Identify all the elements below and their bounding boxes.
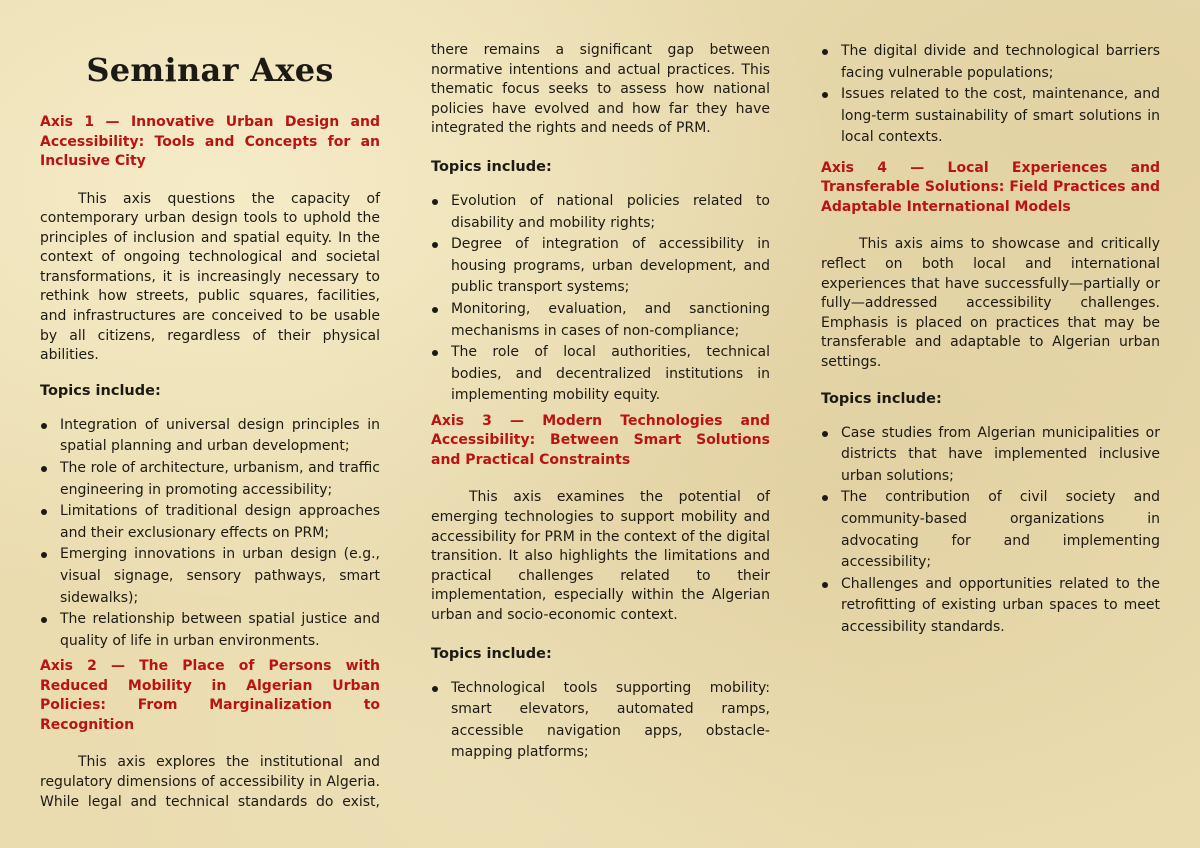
axis-1-topics-heading: Topics include: xyxy=(40,382,161,399)
list-item: Limitations of traditional design approaches and their exclusionary effects on PRM; xyxy=(40,501,380,544)
axis-4-topics-heading: Topics include: xyxy=(821,390,942,407)
axis-2-topics-list xyxy=(431,191,770,407)
axis-3-topics-list-continued xyxy=(821,41,1160,149)
axis-2-topics-heading: Topics include: xyxy=(431,158,552,175)
list-item: Degree of integration of accessibility in housing programs, urban development, and public transport systems; xyxy=(431,234,770,299)
list-item: Challenges and opportunities related to the retrofitting of existing urban spaces to meet accessibility standards. xyxy=(821,574,1160,639)
list-item: Issues related to the cost, maintenance, and long-term sustainability of smart solutions in local contexts. xyxy=(821,84,1160,149)
list-item: The contribution of civil society and community-based organizations in advocating for and implementing accessibility; xyxy=(821,487,1160,573)
list-item: Monitoring, evaluation, and sanctioning mechanisms in cases of non-compliance; xyxy=(431,299,770,342)
list-item: Emerging innovations in urban design (e.g., visual signage, sensory pathways, smart sidewalks); xyxy=(40,544,380,609)
list-item: The role of architecture, urbanism, and traffic engineering in promoting accessibility; xyxy=(40,458,380,501)
list-item: Technological tools supporting mobility: smart elevators, automated ramps, accessible navigation apps, obstacle-mapping platforms; xyxy=(431,678,770,764)
axis-2-body-part-2: there remains a significant gap between normative intentions and actual practices. This thematic focus seeks to assess how national policies have evolved and how far they have integrated the rights and needs of PRM. xyxy=(431,42,770,137)
axis-2-heading: Axis 2 — The Place of Persons with Reduced Mobility in Algerian Urban Policies: From Marginalization to Recognition xyxy=(40,658,380,733)
axis-4-heading: Axis 4 — Local Experiences and Transferable Solutions: Field Practices and Adaptable International Models xyxy=(821,159,1160,215)
axis-4-topics-list xyxy=(821,423,1160,639)
column-1 xyxy=(40,0,380,812)
axis-3-topics-list xyxy=(431,678,770,764)
list-item: The role of local authorities, technical bodies, and decentralized institutions in implementing mobility equity. xyxy=(431,342,770,407)
axis-1-topics-list xyxy=(40,415,380,653)
page-title: Seminar Axes xyxy=(86,51,334,89)
column-3 xyxy=(821,0,1160,639)
axis-3-heading: Axis 3 — Modern Technologies and Accessibility: Between Smart Solutions and Practical Constraints xyxy=(431,412,770,468)
axis-3-body: This axis examines the potential of emerging technologies to support mobility and accessibility for PRM in the context of the digital transition. It also highlights the limitations and practical challenges related to their implementation, especially within the Algerian urban and socio-economic context. xyxy=(431,489,770,623)
axis-4-body: This axis aims to showcase and critically reflect on both local and international experiences that have successfully—partially or fully—addressed accessibility challenges. Emphasis is placed on practices that may be transferable and adaptable to Algerian urban settings. xyxy=(821,236,1160,371)
axis-1-body: This axis questions the capacity of contemporary urban design tools to uphold the principles of inclusion and spatial equity. In the context of ongoing technological and societal transformations, it is increasingly necessary to rethink how streets, public squares, facilities, and infrastructures are conceived to be usable by all citizens, regardless of their physical abilities. xyxy=(40,190,380,364)
list-item: The relationship between spatial justice and quality of life in urban environments. xyxy=(40,609,380,652)
list-item: The digital divide and technological barriers facing vulnerable populations; xyxy=(821,41,1160,84)
axis-2-body-part-1: This axis explores the institutional and regulatory dimensions of accessibility in Algeria. While legal and technical standards do exist, xyxy=(40,754,380,810)
axis-3-topics-heading: Topics include: xyxy=(431,645,552,662)
list-item: Integration of universal design principles in spatial planning and urban development; xyxy=(40,415,380,458)
list-item: Evolution of national policies related to disability and mobility rights; xyxy=(431,191,770,234)
axis-1-heading: Axis 1 — Innovative Urban Design and Accessibility: Tools and Concepts for an Inclusive City xyxy=(40,114,380,169)
list-item: Case studies from Algerian municipalities or districts that have implemented inclusive urban solutions; xyxy=(821,423,1160,488)
column-2 xyxy=(431,0,770,764)
